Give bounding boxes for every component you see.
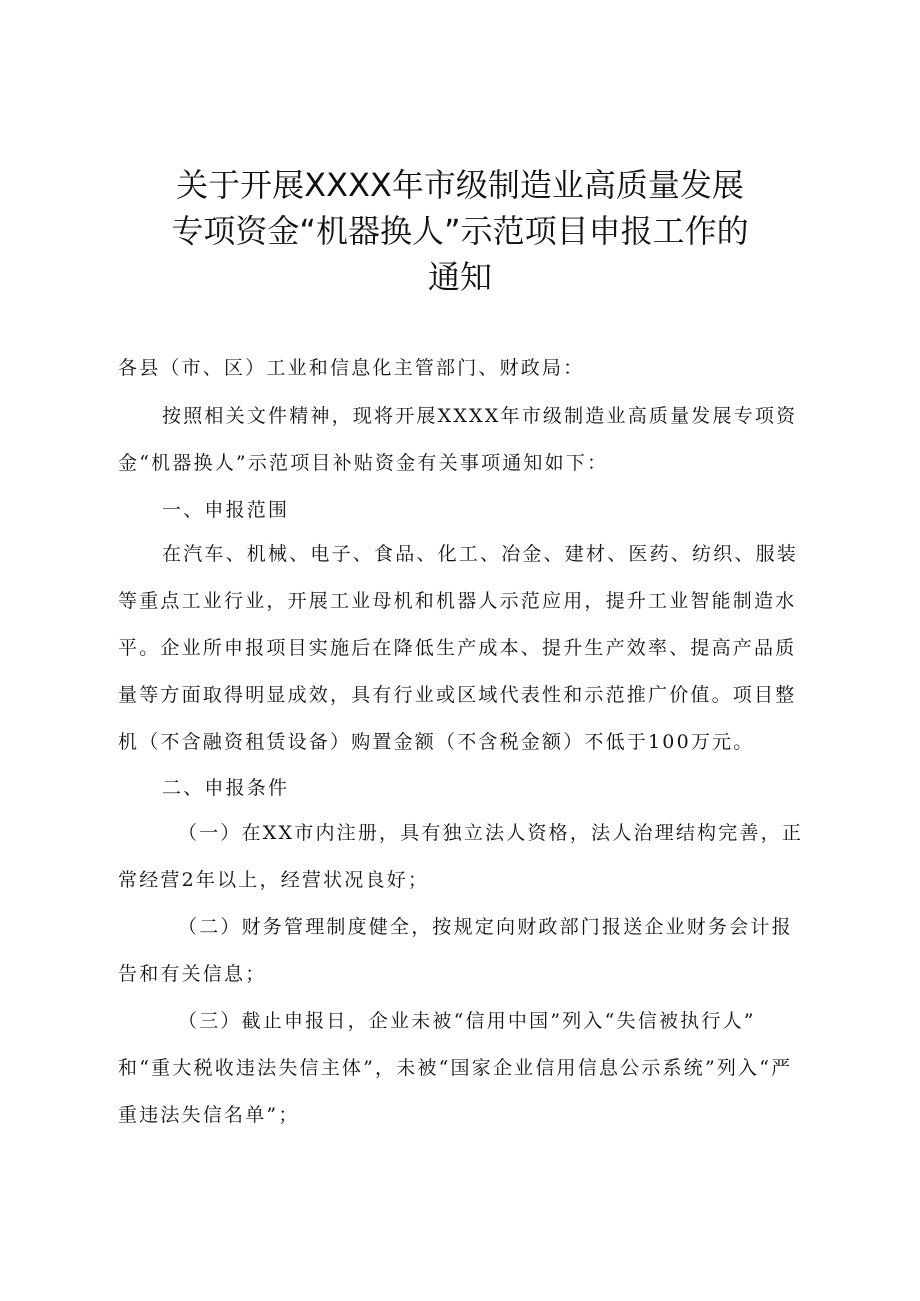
document-title-line-2: 专项资金“机器换人”示范项目申报工作的 [171,212,749,250]
intro-paragraph [118,393,818,487]
section-1-line-5: 机（不含融资租赁设备）购置金额（不含税金额）不低于100万元。 [118,731,755,753]
section-1-line-1: 在汽车、机械、电子、食品、化工、冶金、建材、医药、纺织、服装 [162,543,799,565]
intro-line-2: 金“机器换人”示范项目补贴资金有关事项通知如下： [118,452,609,474]
document-title-line-3: 通知 [427,258,492,296]
condition-1-line-1: （一）在XX市内注册，具有独立法人资格，法人治理结构完善，正 [178,822,804,844]
section-2-heading-text: 二、申报条件 [162,777,290,799]
condition-1 [118,810,818,904]
condition-3-line-2: 和“重大税收违法失信主体”，未被“国家企业信用信息公示系统”列入“严 [118,1057,793,1079]
intro-line-1: 按照相关文件精神，现将开展XXXX年市级制造业高质量发展专项资 [162,405,798,427]
section-1-heading-text: 一、申报范围 [162,499,290,521]
condition-1-line-2: 常经营2年以上，经营状况良好； [118,869,430,891]
condition-3-line-1: （三）截止申报日，企业未被“信用中国”列入“失信被执行人” [178,1010,756,1032]
document-title-line-1: 关于开展XXXX年市级制造业高质量发展 [176,166,744,204]
condition-3-line-3: 重违法失信名单”； [118,1104,300,1126]
section-2-heading [118,765,818,812]
condition-2-line-1: （二）财务管理制度健全，按规定向财政部门报送企业财务会计报 [178,916,793,938]
salutation-text: 各县（市、区）工业和信息化主管部门、财政局： [118,357,585,379]
condition-2 [118,904,818,998]
section-1-heading [118,487,818,534]
section-1-line-4: 量等方面取得明显成效，具有行业或区域代表性和示范推广价值。项目整 [118,684,797,706]
salutation [118,345,818,392]
condition-2-line-2: 告和有关信息； [118,963,267,985]
section-1-line-2: 等重点工业行业，开展工业母机和机器人示范应用，提升工业智能制造水 [118,590,797,612]
section-1-line-3: 平。企业所申报项目实施后在降低生产成本、提升生产效率、提高产品质 [118,637,797,659]
section-1-body [118,531,818,766]
condition-3 [118,998,818,1139]
